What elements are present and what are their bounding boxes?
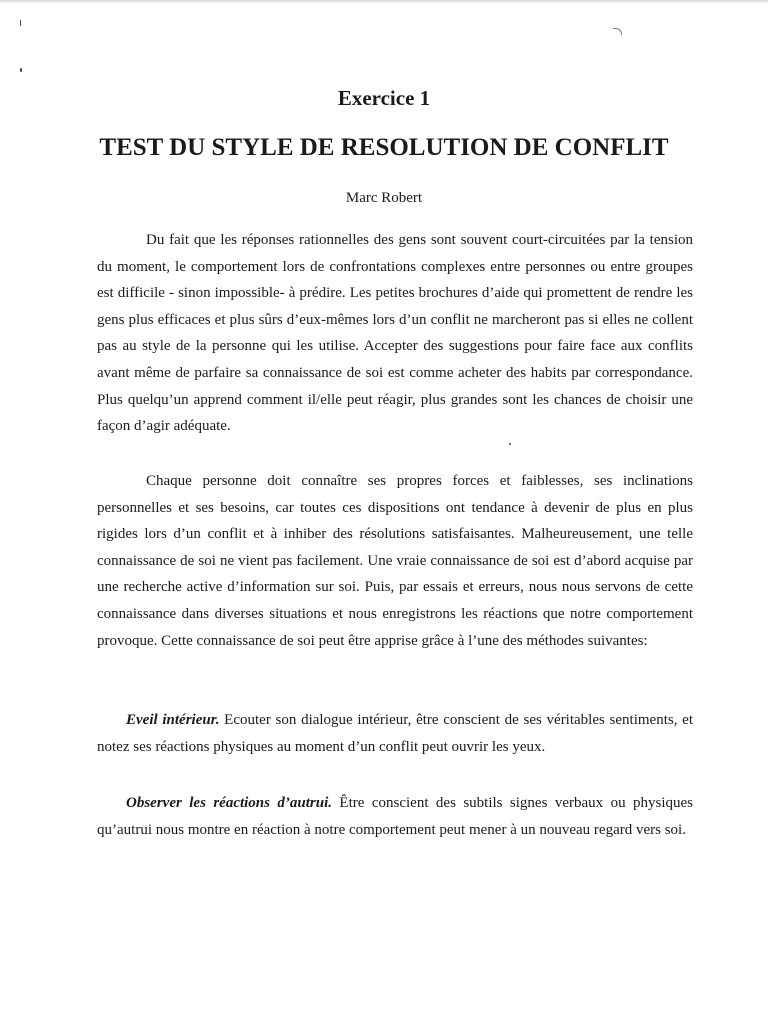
- paragraph-intro: [97, 227, 693, 440]
- scan-top-edge: [0, 0, 768, 3]
- paragraph-text: Chaque personne doit connaître ses propres forces et faiblesses, ses inclinations personnelles et ses besoins, car toutes ces dispositions ont tendance à devenir de plus en plus rigides lors d’un conflit et à inhiber des résolutions satisfaisantes. Malheureusement, une telle connaissance de soi ne vient pas facilement. Une vraie connaissance de soi est d’abord acquise par une recherche active d’information sur soi. Puis, par essais et erreurs, nous nous servons de cette connaissance dans diverses situations et nous enregistrons les réactions que notre comportement provoque. Cette connaissance de soi peut être apprise grâce à l’une des méthodes suivantes:: [97, 473, 693, 649]
- exercise-label: Exercice 1: [337, 86, 431, 110]
- paragraph-lead-heading: Observer les réactions d’autrui.: [126, 795, 333, 811]
- paragraph-eveil-interieur: [97, 707, 693, 760]
- paragraph-self-knowledge: [97, 468, 693, 654]
- scan-speck: [20, 68, 22, 72]
- scan-mark: [613, 28, 622, 35]
- paragraph-lead-heading: Eveil intérieur.: [126, 712, 220, 728]
- paragraph-text: Ecouter son dialogue intérieur, être conscient de ses véritables sentiments, et notez ses réactions physiques au moment d’un conflit peut ouvrir les yeux.: [97, 712, 693, 755]
- paragraph-text: Du fait que les réponses rationnelles des gens sont souvent court-circuitées par la tension du moment, le comportement lors de confrontations complexes entre personnes ou entre groupes est difficile - sinon impossible- à prédire. Les petites brochures d’aide qui promettent de rendre les gens plus efficaces et plus sûrs d’eux-mêmes lors d’un conflit ne marcheront pas si elles ne collent pas au style de la personne qui les utilise. Accepter des suggestions pour faire face aux conflits avant même de parfaire sa connaissance de soi est comme acheter des habits par correspondance. Plus quelqu’un apprend comment il/elle peut réagir, plus grandes sont les chances de choisir une façon d’agir adéquate.: [97, 232, 693, 435]
- scan-speck: [20, 20, 21, 26]
- document-title: TEST DU STYLE DE RESOLUTION DE CONFLIT: [99, 134, 669, 161]
- paragraph-observer-reactions: [97, 790, 693, 843]
- scan-speck: [509, 443, 511, 445]
- paragraph-text: Être conscient des subtils signes verbaux ou physiques qu’autrui nous montre en réaction à notre comportement peut mener à un nouveau regard vers soi.: [97, 795, 693, 838]
- author-name: Marc Robert: [345, 190, 423, 206]
